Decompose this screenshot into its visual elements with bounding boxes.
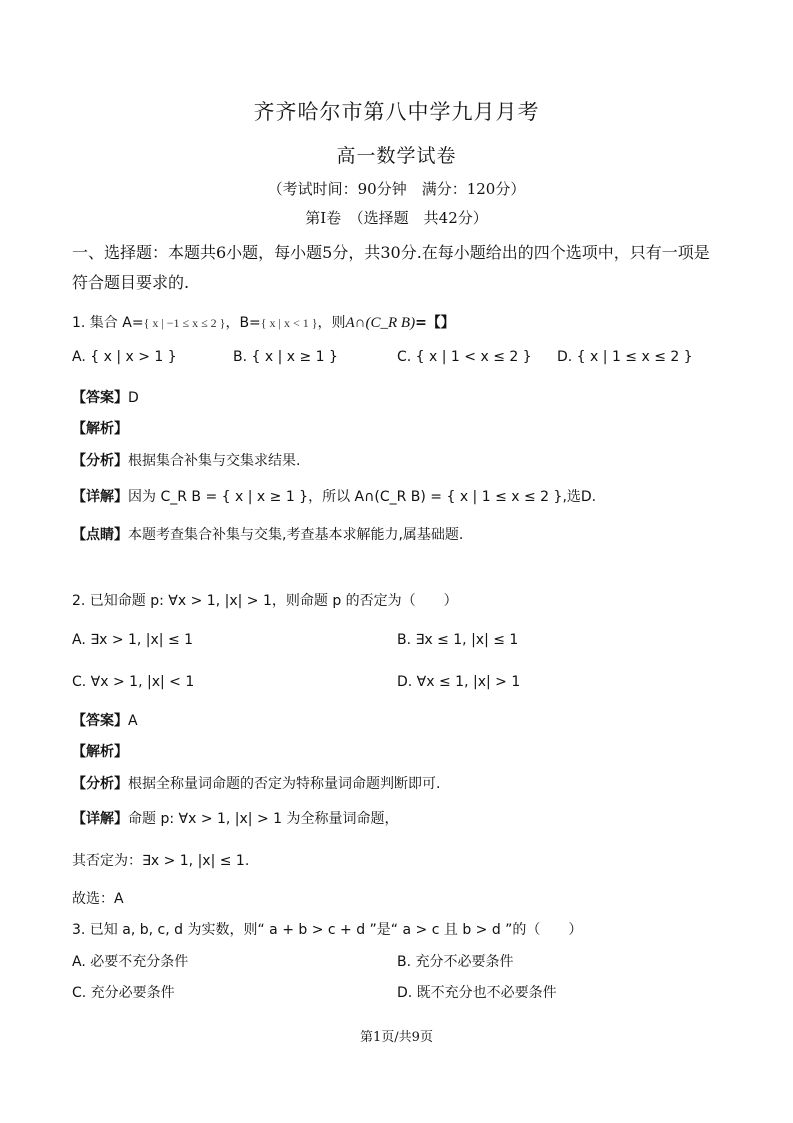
exam-subtitle: 高一数学试卷 bbox=[336, 145, 457, 167]
q2-detail-tag: 【详解】 bbox=[72, 811, 128, 827]
q2-choose: 故选：A bbox=[72, 891, 124, 907]
question-3-stem: 3. 已知 a, b, c, d 为实数，则“ a + b > c + d ”是“ a > c 且 b > d ”的（ ） bbox=[72, 922, 583, 938]
q1-answer-tag: 【答案】 bbox=[72, 390, 128, 406]
exam-info: （考试时间：90分钟 满分：120分） bbox=[267, 180, 526, 198]
q1-detail-tag: 【详解】 bbox=[72, 489, 128, 505]
q3-option-a: A. 必要不充分条件 bbox=[72, 954, 189, 970]
q1-detail-text: 因为 C_R B = { x | x ≥ 1 }，所以 A∩(C_R B) = { x | 1 ≤ x ≤ 2 },选D. bbox=[128, 489, 597, 505]
q2-option-c: C. ∀x > 1, |x| < 1 bbox=[72, 674, 195, 690]
q2-analysis-tag: 【分析】 bbox=[72, 776, 128, 792]
q1-comment bbox=[72, 524, 463, 544]
q1-option-a: A. { x | x > 1 } bbox=[72, 349, 177, 365]
section-instruction-line1: 一、选择题：本题共6小题，每小题5分，共30分.在每小题给出的四个选项中，只有一项是 bbox=[72, 243, 710, 262]
q2-analysis-text: 根据全称量词命题的否定为特称量词命题判断即可. bbox=[128, 776, 441, 792]
q2-negation: 其否定为：∃x > 1, |x| ≤ 1. bbox=[72, 853, 250, 869]
question-2-stem: 2. 已知命题 p: ∀x > 1, |x| > 1，则命题 p 的否定为（ ） bbox=[72, 593, 458, 609]
q2-option-d: D. ∀x ≤ 1, |x| > 1 bbox=[397, 674, 521, 690]
q2-jiexi-heading: 【解析】 bbox=[72, 744, 128, 760]
volume-heading: 第Ⅰ卷 （选择题 共42分） bbox=[305, 209, 488, 227]
q1-set-a: { x | −1 ≤ x ≤ 2 } bbox=[143, 316, 226, 330]
q1-prefix: 1. 集合 A= bbox=[72, 315, 144, 331]
q1-expression: A∩(C_R B) bbox=[345, 315, 416, 331]
q1-answer-value: D bbox=[128, 390, 139, 406]
exam-title: 齐齐哈尔市第八中学九月月考 bbox=[253, 100, 540, 124]
q2-answer-tag: 【答案】 bbox=[72, 713, 128, 729]
q2-option-b: B. ∃x ≤ 1, |x| ≤ 1 bbox=[397, 632, 519, 648]
q1-analysis-text: 根据集合补集与交集求结果. bbox=[128, 453, 301, 469]
q1-answer bbox=[72, 387, 139, 407]
q3-option-d: D. 既不充分也不必要条件 bbox=[397, 985, 557, 1001]
q1-option-b: B. { x | x ≥ 1 } bbox=[233, 349, 338, 365]
q3-option-b: B. 充分不必要条件 bbox=[397, 954, 514, 970]
q2-answer-value: A bbox=[128, 713, 138, 729]
q2-detail bbox=[72, 808, 399, 828]
q1-analysis-tag: 【分析】 bbox=[72, 453, 128, 469]
question-1-stem bbox=[72, 312, 455, 332]
q1-option-c: C. { x | 1 < x ≤ 2 } bbox=[397, 349, 532, 365]
q2-option-a: A. ∃x > 1, |x| ≤ 1 bbox=[72, 632, 194, 648]
q3-option-c: C. 充分必要条件 bbox=[72, 985, 175, 1001]
q1-tail: =【】 bbox=[415, 315, 455, 331]
q1-set-b: { x | x < 1 } bbox=[260, 316, 318, 330]
q2-analysis bbox=[72, 773, 440, 793]
section-instruction-line2: 符合题目要求的. bbox=[72, 273, 190, 292]
q1-detail bbox=[72, 486, 596, 506]
q1-ze: ，则 bbox=[317, 315, 346, 331]
q1-comment-text: 本题考查集合补集与交集,考查基本求解能力,属基础题. bbox=[128, 527, 464, 543]
q1-jiexi-heading: 【解析】 bbox=[72, 421, 128, 437]
q1-analysis bbox=[72, 450, 300, 470]
q1-option-d: D. { x | 1 ≤ x ≤ 2 } bbox=[557, 349, 693, 365]
q1-mid: ，B= bbox=[225, 315, 261, 331]
q2-detail-text: 命题 p: ∀x > 1, |x| > 1 为全称量词命题， bbox=[128, 811, 399, 827]
page-number: 第1页/共9页 bbox=[360, 1030, 433, 1045]
q2-answer bbox=[72, 710, 138, 730]
q1-comment-tag: 【点睛】 bbox=[72, 527, 128, 543]
